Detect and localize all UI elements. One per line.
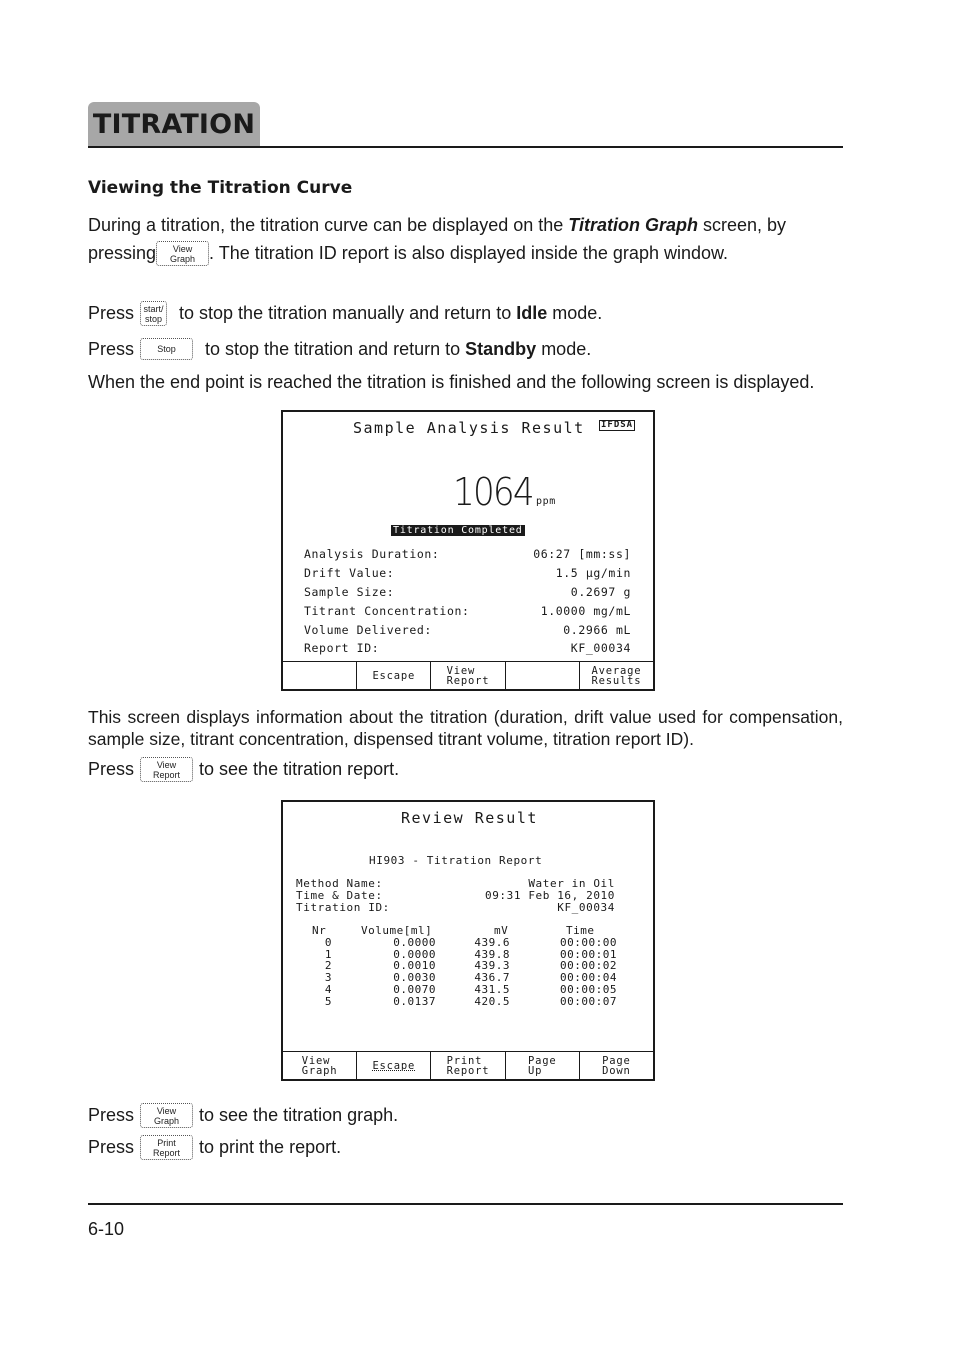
table-cell: 439.6 [474, 936, 510, 949]
press-view-report-line [88, 757, 399, 782]
status-badge: Titration Completed [393, 525, 523, 536]
softkey-page-down[interactable] [579, 1052, 653, 1079]
softkey-escape[interactable] [356, 1052, 430, 1079]
key-label: Print [157, 1137, 176, 1148]
key-label: Report [153, 769, 181, 780]
table-header-volume: Volume[ml] [361, 924, 433, 937]
screen1-softkey-bar [283, 661, 653, 689]
table-cell: 00:00:02 [560, 959, 617, 973]
key-label: Stop [157, 344, 176, 354]
standby-mode: Standby [465, 338, 537, 359]
softkey-view-graph[interactable] [283, 1052, 356, 1079]
table-cell: 00:00:04 [560, 971, 617, 985]
see-report-text: to see the titration report. [199, 759, 400, 779]
endpoint-text: When the end point is reached the titration is finished and the following screen is displayed. [88, 372, 815, 392]
table-cell: 0.0070 [393, 982, 436, 996]
row-label: Volume Delivered: [304, 623, 432, 637]
subheading: Viewing the Titration Curve [88, 178, 353, 198]
table-cell: 5 [324, 994, 332, 1008]
table-cell: 431.5 [474, 982, 510, 996]
softkey-print-report[interactable] [430, 1052, 504, 1079]
softkey-label: Escape [372, 669, 416, 682]
softkey-view-report[interactable] [430, 662, 504, 689]
table-cell: 439.8 [474, 947, 510, 961]
table-cell: 436.7 [474, 971, 510, 985]
row-label: Sample Size: [304, 585, 395, 599]
report-title: HI903 - Titration Report [369, 854, 543, 867]
start-stop-key-icon [140, 301, 167, 326]
row-value: 06:27 [mm:ss] [533, 547, 631, 561]
info-value: 09:31 Feb 16, 2010 [484, 889, 615, 902]
result-unit: ppm [536, 496, 556, 507]
review-result-screen [281, 800, 655, 1081]
table-cell: 439.3 [474, 959, 510, 973]
table-cell: 1 [324, 947, 332, 961]
idle-suffix: mode. [547, 303, 603, 323]
row-value: 1.0000 mg/mL [540, 604, 631, 618]
key-label: View [172, 243, 193, 254]
intro-text-3: pressing [88, 243, 157, 263]
key-label: View [156, 759, 177, 770]
softkey-label: Print Report [446, 1054, 490, 1077]
intro-paragraph-line1 [88, 211, 843, 239]
row-value: 1.5 µg/min [555, 566, 631, 580]
softkey-blank[interactable] [505, 662, 579, 689]
table-header-time: Time [566, 924, 595, 937]
info-value: Water in Oil [528, 877, 615, 890]
softkey-label: Average Results [591, 664, 642, 687]
table-cell: 00:00:07 [560, 994, 617, 1008]
screen-description: This screen displays information about the titration (duration, drift value used for compensation, sample size, titrant concentration, dispensed titrant volume, titration report ID). [88, 707, 843, 749]
row-value: KF_00034 [570, 641, 631, 655]
row-label: Report ID: [304, 641, 380, 655]
key-label: start/ [143, 303, 164, 314]
sample-analysis-result-screen [281, 410, 655, 691]
softkey-label: View Report [446, 664, 490, 687]
softkey-average-results[interactable] [579, 662, 653, 689]
stop-key-icon [140, 338, 193, 360]
key-label: Graph [170, 253, 196, 264]
table-cell: 0.0000 [393, 936, 436, 949]
table-header-mv: mV [494, 924, 509, 937]
press-text: Press [88, 1105, 135, 1125]
softkey-page-up[interactable] [505, 1052, 579, 1079]
print-report-key-icon [140, 1135, 193, 1160]
row-label: Analysis Duration: [304, 547, 440, 561]
see-graph-text: to see the titration graph. [199, 1105, 399, 1125]
intro-text-2: screen, by [697, 215, 787, 235]
row-label: Drift Value: [304, 566, 395, 580]
softkey-escape[interactable] [356, 662, 430, 689]
softkey-label: View Graph [301, 1054, 338, 1077]
page-number: 6-10 [88, 1219, 125, 1239]
softkey-label: Page Down [602, 1054, 631, 1077]
screen2-softkey-bar [283, 1051, 653, 1079]
standby-suffix: mode. [536, 338, 592, 359]
key-label: Graph [154, 1115, 180, 1126]
screen2-title: Review Result [401, 809, 538, 827]
press-text: Press [88, 759, 135, 779]
info-label: Method Name: [296, 877, 383, 890]
table-cell: 0.0137 [393, 994, 436, 1008]
softkey-blank[interactable] [283, 662, 356, 689]
softkey-label: Escape [372, 1059, 416, 1072]
key-label: stop [145, 313, 163, 324]
titration-graph-emphasis: Titration Graph [568, 215, 698, 235]
table-cell: 2 [324, 959, 332, 973]
table-cell: 00:00:05 [560, 982, 617, 996]
idle-mode: Idle [516, 303, 548, 323]
intro-text-4: . The titration ID report is also displayed inside the graph window. [209, 243, 728, 263]
print-text: to print the report. [199, 1137, 342, 1157]
table-cell: 0.0000 [393, 947, 436, 961]
press-text: Press [88, 1137, 135, 1157]
intro-paragraph-line2 [88, 241, 728, 266]
section-title: TITRATION [92, 108, 256, 140]
row-value: 0.2966 mL [563, 623, 631, 637]
press-start-stop-line [88, 301, 602, 326]
footer-rule [88, 1203, 843, 1205]
key-label: Report [153, 1147, 181, 1158]
result-value: 1064 [453, 470, 533, 514]
press-text: Press [88, 338, 135, 359]
press-view-graph-line [88, 1103, 398, 1128]
view-graph-key-icon [140, 1103, 193, 1128]
intro-text: During a titration, the titration curve can be displayed on the [88, 215, 569, 235]
screen1-indicator: IFDSA [601, 420, 634, 430]
table-cell: 0 [324, 936, 332, 949]
row-label: Titrant Concentration: [304, 604, 470, 618]
table-cell: 420.5 [474, 994, 510, 1008]
softkey-label: Page Up [527, 1054, 557, 1077]
table-header-nr: Nr [312, 924, 327, 937]
press-text: Press [88, 303, 135, 323]
row-value: 0.2697 g [570, 585, 631, 599]
standby-text: to stop the titration and return to [205, 338, 466, 359]
press-print-report-line [88, 1135, 341, 1160]
view-report-key-icon [140, 757, 193, 782]
view-graph-key-icon [156, 241, 209, 266]
info-label: Titration ID: [296, 901, 390, 914]
info-label: Time & Date: [296, 889, 383, 902]
header-rule [88, 146, 843, 148]
table-cell: 00:00:01 [560, 947, 617, 961]
table-cell: 4 [324, 982, 332, 996]
table-cell: 00:00:00 [560, 936, 617, 949]
press-stop-line [88, 338, 591, 360]
screen1-title: Sample Analysis Result [353, 419, 585, 437]
table-cell: 3 [324, 971, 332, 985]
table-cell: 0.0030 [393, 971, 436, 985]
table-cell: 0.0010 [393, 959, 436, 973]
section-tab [88, 102, 260, 146]
key-label: View [156, 1105, 177, 1116]
idle-text: to stop the titration manually and return to [179, 303, 517, 323]
info-value: KF_00034 [557, 901, 615, 914]
